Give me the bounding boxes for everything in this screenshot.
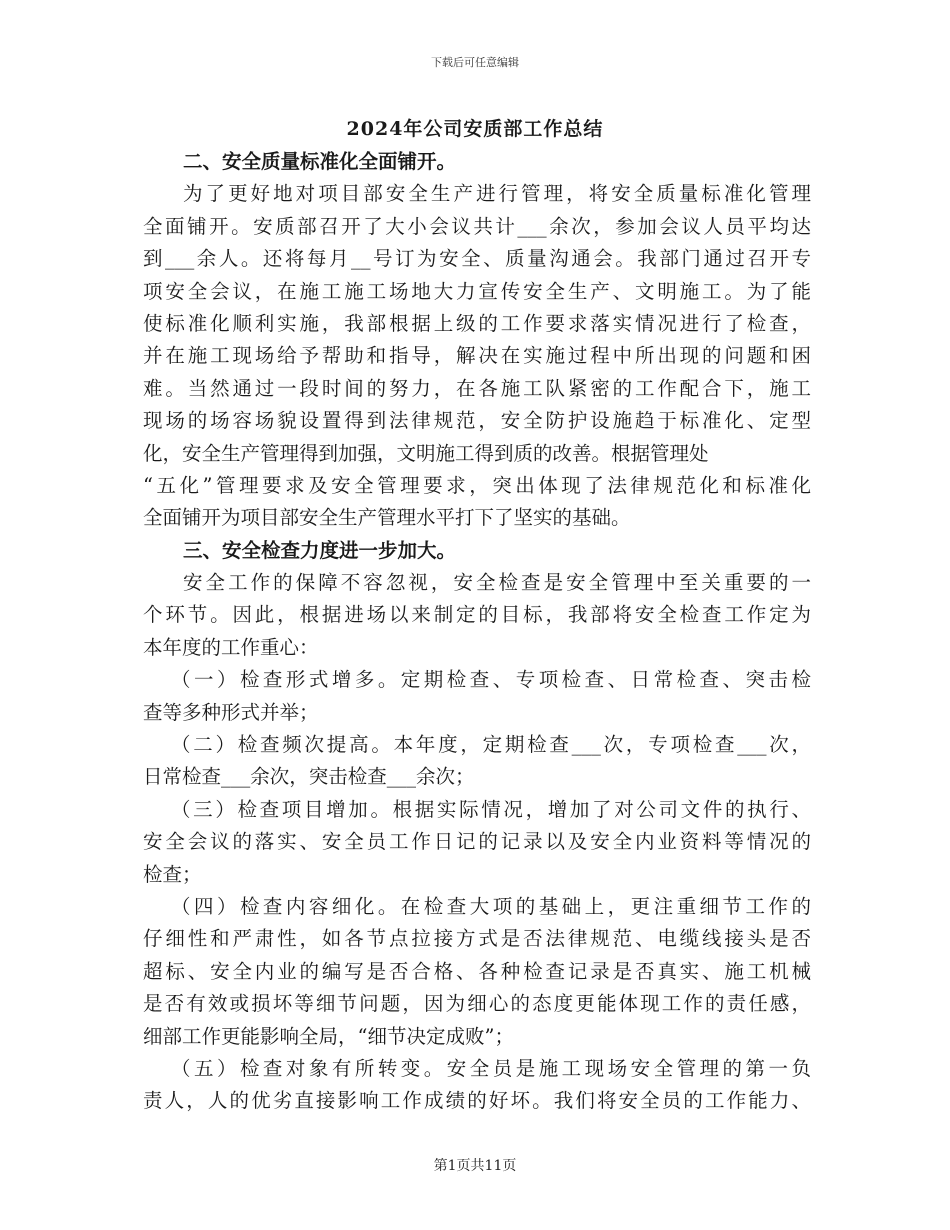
body-text-line: 超标、安全内业的编写是否合格、各种检查记录是否真实、施工机械 <box>143 959 811 983</box>
body-text-line: 仔细性和严肃性，如各节点拉接方式是否法律规范、电缆线接头是否 <box>143 927 811 951</box>
section-heading: 三、安全检查力度进一步加大。 <box>183 538 457 562</box>
body-text-line: 难。当然通过一段时间的努力，在各施工队紧密的工作配合下，施工 <box>143 376 811 400</box>
body-text-line: “五化”管理要求及安全管理要求，突出体现了法律规范化和标准化 <box>143 473 811 497</box>
body-text-line: （三）检查项目增加。根据实际情况，增加了对公司文件的执行、 <box>171 797 811 821</box>
body-text-line: 为了更好地对项目部安全生产进行管理，将安全质量标准化管理 <box>183 182 811 206</box>
body-text-line: （五）检查对象有所转变。安全员是施工现场安全管理的第一负 <box>171 1056 811 1080</box>
body-text-line: 本年度的工作重心： <box>143 635 319 659</box>
body-text-line: 使标准化顺利实施，我部根据上级的工作要求落实情况进行了检查， <box>143 311 811 335</box>
body-text-line: 检查； <box>143 862 202 886</box>
document-body <box>143 146 811 1118</box>
body-text-line: 并在施工现场给予帮助和指导，解决在实施过程中所出现的问题和困 <box>143 344 811 368</box>
body-text-line: （二）检查频次提高。本年度，定期检查___次，专项检查___次， <box>171 733 811 757</box>
body-text-line: 是否有效或损坏等细节问题，因为细心的态度更能体现工作的责任感， <box>143 992 811 1016</box>
body-text-line: 安全工作的保障不容忽视，安全检查是安全管理中至关重要的一 <box>183 571 811 595</box>
body-text-line: 个环节。因此，根据进场以来制定的目标，我部将安全检查工作定为 <box>143 603 811 627</box>
body-text-line: 到___余人。还将每月__号订为安全、质量沟通会。我部门通过召开专 <box>143 247 811 271</box>
body-text-line: 化，安全生产管理得到加强，文明施工得到质的改善。根据管理处 <box>143 441 709 465</box>
body-text-line: （一）检查形式增多。定期检查、专项检查、日常检查、突击检 <box>171 668 811 692</box>
body-text-line: （四）检查内容细化。在检查大项的基础上，更注重细节工作的 <box>171 894 811 918</box>
body-text-line: 查等多种形式并举； <box>143 700 319 724</box>
section-heading: 二、安全质量标准化全面铺开。 <box>183 150 457 173</box>
body-text-line: 现场的场容场貌设置得到法律规范，安全防护设施趋于标准化、定型 <box>143 409 811 433</box>
body-text-line: 安全会议的落实、安全员工作日记的记录以及安全内业资料等情况的 <box>143 830 811 854</box>
page-footer: 第1页共11页 <box>433 1158 517 1174</box>
body-text-line: 日常检查___余次，突击检查___余次； <box>143 765 475 789</box>
body-text-line: 细部工作更能影响全局，“细节决定成败”； <box>143 1024 514 1048</box>
body-text-line: 全面铺开。安质部召开了大小会议共计___余次，参加会议人员平均达 <box>143 214 811 238</box>
body-text-line: 全面铺开为项目部安全生产管理水平打下了坚实的基础。 <box>143 506 631 530</box>
body-text-line: 项安全会议，在施工施工场地大力宣传安全生产、文明施工。为了能 <box>143 279 811 303</box>
header-note: 下载后可任意编辑 <box>431 56 519 69</box>
body-text-line: 责人，人的优劣直接影响工作成绩的好坏。我们将安全员的工作能力、 <box>143 1089 811 1113</box>
document-title: 2024年公司安质部工作总结 <box>346 118 604 140</box>
